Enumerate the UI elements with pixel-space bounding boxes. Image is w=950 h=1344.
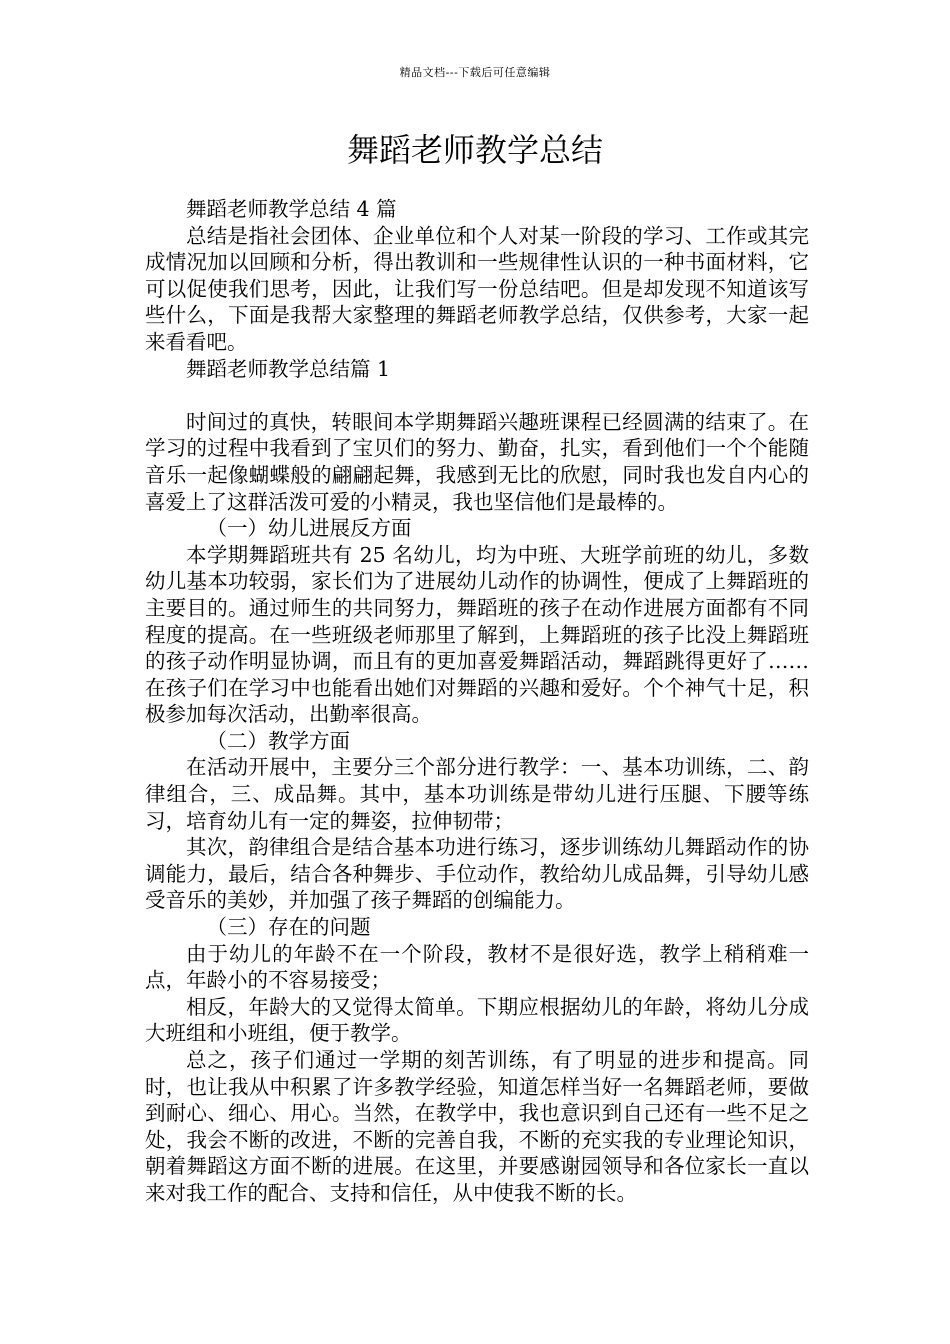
blank-line [145, 382, 809, 409]
subheading: （二）教学方面 [206, 728, 350, 753]
subheading: （一）幼儿进展反方面 [206, 516, 412, 541]
body-paragraph: 本学期舞蹈班共有 25 名幼儿，均为中班、大班学前班的幼儿，多数幼儿基本功较弱，家长们为了进展幼儿动作的协调性，便成了上舞蹈班的主要目的。通过师生的共同努力，舞蹈班的孩子在动作进展方面都有不同程度的提高。在一些班级老师那里了解到，上舞蹈班的孩子比没上舞蹈班的孩子动作明显协调，而且有的更加喜爱舞蹈活动，舞蹈跳得更好了……在孩子们在学习中也能看出她们对舞蹈的兴趣和爱好。个个神气十足，积极参加每次活动，出勤率很高。 [145, 542, 809, 727]
document-body [145, 196, 809, 1207]
intro-paragraph: 总结是指社会团体、企业单位和个人对某一阶段的学习、工作或其完成情况加以回顾和分析，得出教训和一些规律性认识的一种书面材料，它可以促使我们思考，因此，让我们写一份总结吧。但是却发现不知道该写些什么，下面是我帮大家整理的舞蹈老师教学总结，仅供参考，大家一起来看看吧。 [145, 223, 809, 354]
document-title: 舞蹈老师教学总结 [346, 131, 603, 169]
subtitle-paragraph: 舞蹈老师教学总结 4 篇 [186, 197, 397, 221]
body-paragraph: 由于幼儿的年龄不在一个阶段，教材不是很好选，教学上稍稍难一点，年龄小的不容易接受； [145, 941, 809, 993]
body-paragraph: 在活动开展中，主要分三个部分进行教学：一、基本功训练，二、韵律组合，三、成品舞。其中，基本功训练是带幼儿进行压腿、下腰等练习，培育幼儿有一定的舞姿，拉伸韧带； [145, 755, 809, 833]
body-paragraph: 相反，年龄大的又觉得太简单。下期应根据幼儿的年龄，将幼儿分成大班组和小班组，便于教学。 [145, 994, 809, 1046]
subheading: （三）存在的问题 [206, 915, 371, 940]
body-paragraph: 其次，韵律组合是结合基本功进行练习，逐步训练幼儿舞蹈动作的协调能力，最后，结合各种舞步、手位动作，教给幼儿成品舞，引导幼儿感受音乐的美妙，并加强了孩子舞蹈的创编能力。 [145, 835, 809, 913]
body-paragraph: 时间过的真快，转眼间本学期舞蹈兴趣班课程已经圆满的结束了。在学习的过程中我看到了宝贝们的努力、勤奋，扎实，看到他们一个个能随音乐一起像蝴蝶般的翩翩起舞，我感到无比的欣慰，同时我也发自内心的喜爱上了这群活泼可爱的小精灵，我也坚信他们是最棒的。 [145, 409, 809, 514]
page-header: 精品文档---下载后可任意编辑 [399, 66, 551, 79]
section-title: 舞蹈老师教学总结篇 1 [186, 356, 391, 381]
body-paragraph: 总之，孩子们通过一学期的刻苦训练，有了明显的进步和提高。同时，也让我从中积累了许多教学经验，知道怎样当好一名舞蹈老师，要做到耐心、细心、用心。当然，在教学中，我也意识到自己还有一些不足之处，我会不断的改进，不断的完善自我，不断的充实我的专业理论知识，朝着舞蹈这方面不断的进展。在这里，并要感谢园领导和各位家长一直以来对我工作的配合、支持和信任，从中使我不断的长。 [145, 1048, 809, 1205]
